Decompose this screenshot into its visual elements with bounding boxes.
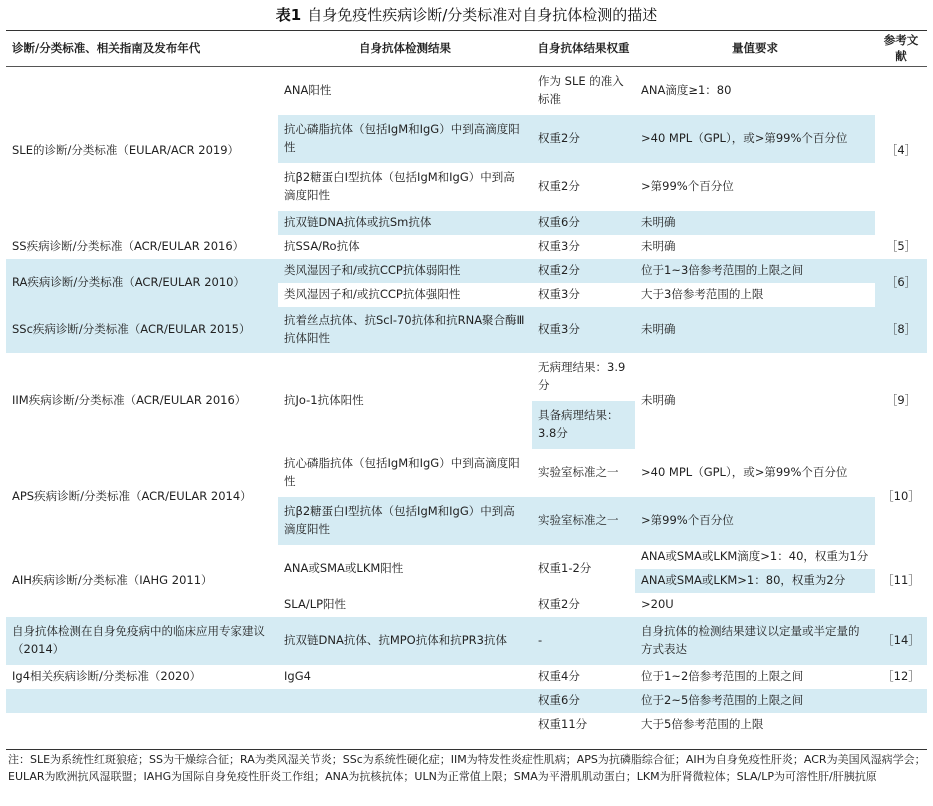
result-cell: 抗SSA/Ro抗体: [284, 238, 360, 253]
requirement-cell: 位于1~3倍参考范围的上限之间: [641, 262, 804, 277]
table-row: [6, 67, 927, 115]
header-result: 自身抗体检测结果: [278, 31, 532, 67]
reference-cell: ［12］: [882, 668, 920, 683]
weight-cell: 无病理结果：3.9分: [538, 359, 626, 392]
header-row: [6, 31, 927, 67]
antibody-table: [6, 30, 927, 737]
reference-cell: ［6］: [875, 259, 927, 307]
table-title-text: 自身免疫性疾病诊断/分类标准对自身抗体检测的描述: [307, 6, 658, 24]
criteria-cell: APS疾病诊断/分类标准（ACR/EULAR 2014）: [12, 488, 252, 503]
weight-cell: 实验室标准之一: [538, 464, 619, 479]
result-cell: 抗β2糖蛋白Ⅰ型抗体（包括IgM和IgG）中到高滴度阳性: [284, 169, 515, 202]
criteria-cell: 自身抗体检测在自身免疫病中的临床应用专家建议（2014）: [12, 623, 265, 656]
criteria-cell: RA疾病诊断/分类标准（ACR/EULAR 2010）: [6, 259, 278, 307]
requirement-cell: 未明确: [641, 214, 676, 229]
reference-cell: ［14］: [882, 632, 920, 647]
table-row: [6, 545, 927, 569]
criteria-cell: SLE的诊断/分类标准（EULAR/ACR 2019）: [12, 142, 240, 157]
weight-cell: 权重3分: [538, 238, 580, 253]
requirement-cell: 未明确: [641, 392, 676, 407]
result-cell: 抗Jo-1抗体阳性: [284, 392, 364, 407]
table-row: [6, 689, 927, 713]
requirement-cell: ANA或SMA或LKM滴度>1：40，权重为1分: [641, 548, 869, 563]
reference-cell: ［4］: [885, 142, 917, 157]
result-cell: 抗双链DNA抗体或抗Sm抗体: [284, 214, 432, 229]
weight-cell: 权重6分: [538, 692, 580, 707]
requirement-cell: >40 MPL（GPL），或>第99%个百分位: [641, 130, 848, 145]
requirement-cell: 未明确: [641, 321, 676, 336]
empty-cell: [278, 689, 532, 713]
weight-cell: 权重11分: [538, 716, 588, 731]
reference-cell: ［11］: [882, 572, 920, 587]
requirement-cell: ANA滴度≥1：80: [641, 82, 732, 97]
requirement-cell: 位于2~5倍参考范围的上限之间: [641, 692, 804, 707]
requirement-cell: >40 MPL（GPL），或>第99%个百分位: [641, 464, 848, 479]
weight-cell: 权重3分: [538, 286, 580, 301]
reference-cell: ［10］: [882, 488, 920, 503]
weight-cell: 权重2分: [538, 262, 580, 277]
weight-cell: 权重2分: [538, 596, 580, 611]
criteria-cell: SS疾病诊断/分类标准（ACR/EULAR 2016）: [12, 238, 245, 253]
requirement-cell: >第99%个百分位: [641, 512, 734, 527]
table-row: [6, 665, 927, 689]
header-requirement: 量值要求: [635, 31, 875, 67]
weight-cell: 作为 SLE 的准入标准: [538, 73, 624, 106]
table-row: [6, 307, 927, 353]
requirement-cell: ANA或SMA或LKM>1：80，权重为2分: [635, 569, 875, 593]
table-row: [6, 449, 927, 497]
criteria-cell: SSc疾病诊断/分类标准（ACR/EULAR 2015）: [12, 321, 251, 336]
weight-cell: 权重3分: [538, 321, 580, 336]
weight-cell: 实验室标准之一: [538, 512, 619, 527]
reference-cell: ［5］: [885, 238, 917, 253]
result-cell: ANA或SMA或LKM阳性: [284, 560, 404, 575]
table-title: [0, 0, 933, 30]
reference-cell: ［9］: [885, 392, 917, 407]
requirement-cell: 大于3倍参考范围的上限: [641, 286, 764, 301]
table-row: [6, 259, 927, 283]
header-criteria: 诊断/分类标准、相关指南及发布年代: [6, 31, 278, 67]
weight-cell: 权重2分: [538, 130, 580, 145]
criteria-cell: IIM疾病诊断/分类标准（ACR/EULAR 2016）: [12, 392, 247, 407]
weight-cell: -: [538, 632, 543, 647]
weight-cell: 权重2分: [538, 178, 580, 193]
table-row: [6, 353, 927, 401]
weight-cell: 权重1-2分: [538, 560, 592, 575]
header-weight: 自身抗体结果权重: [532, 31, 635, 67]
criteria-cell: AIH疾病诊断/分类标准（IAHG 2011）: [12, 572, 213, 587]
requirement-cell: 自身抗体的检测结果建议以定量或半定量的方式表达: [641, 623, 860, 656]
table-row: [6, 713, 927, 737]
result-cell: ANA阳性: [284, 82, 332, 97]
empty-cell: [278, 713, 532, 737]
table-row: [6, 235, 927, 259]
result-cell: SLA/LP阳性: [284, 596, 347, 611]
reference-cell: ［8］: [885, 321, 917, 336]
result-cell: 抗着丝点抗体、抗Scl-70抗体和抗RNA聚合酶Ⅲ抗体阳性: [284, 312, 525, 345]
table-number: 表1: [275, 6, 302, 24]
result-cell: 类风湿因子和/或抗CCP抗体强阳性: [284, 286, 461, 301]
weight-cell: 具备病理结果：3.8分: [532, 401, 635, 449]
empty-cell: [6, 713, 278, 737]
table-footnote: 注：SLE为系统性红斑狼疮；SS为干燥综合征；RA为类风湿关节炎；SSc为系统性硬化症；IIM为特发性炎症性肌病；APS为抗磷脂综合征；AIH为自身免疫性肝炎；ACR为美国风湿病学会；EULAR为欧洲抗风湿联盟；IAHG为国际自身免疫性肝炎工作组；ANA为抗核抗体；ULN为正常值上限；SMA为平滑肌肌动蛋白；LKM为肝肾微粒体；SLA/LP为可溶性肝/肝胰抗原: [6, 749, 927, 785]
requirement-cell: 位于1~2倍参考范围的上限之间: [641, 668, 804, 683]
requirement-cell: 未明确: [641, 238, 676, 253]
requirement-cell: >20U: [641, 596, 674, 611]
weight-cell: 权重6分: [538, 214, 580, 229]
requirement-cell: 大于5倍参考范围的上限: [641, 716, 764, 731]
result-cell: 抗β2糖蛋白Ⅰ型抗体（包括IgM和IgG）中到高滴度阳性: [284, 503, 515, 536]
result-cell: 抗心磷脂抗体（包括IgM和IgG）中到高滴度阳性: [284, 121, 520, 154]
weight-cell: 权重4分: [538, 668, 580, 683]
result-cell: 抗心磷脂抗体（包括IgM和IgG）中到高滴度阳性: [284, 455, 520, 488]
empty-cell: [6, 689, 278, 713]
empty-cell: [875, 713, 927, 737]
result-cell: IgG4: [284, 668, 311, 683]
table-row: [6, 617, 927, 665]
result-cell: 抗双链DNA抗体、抗MPO抗体和抗PR3抗体: [284, 632, 507, 647]
requirement-cell: >第99%个百分位: [641, 178, 734, 193]
criteria-cell: Ig4相关疾病诊断/分类标准（2020）: [12, 668, 202, 683]
empty-cell: [875, 689, 927, 713]
result-cell: 类风湿因子和/或抗CCP抗体弱阳性: [284, 262, 461, 277]
header-reference: 参考文献: [875, 31, 927, 67]
